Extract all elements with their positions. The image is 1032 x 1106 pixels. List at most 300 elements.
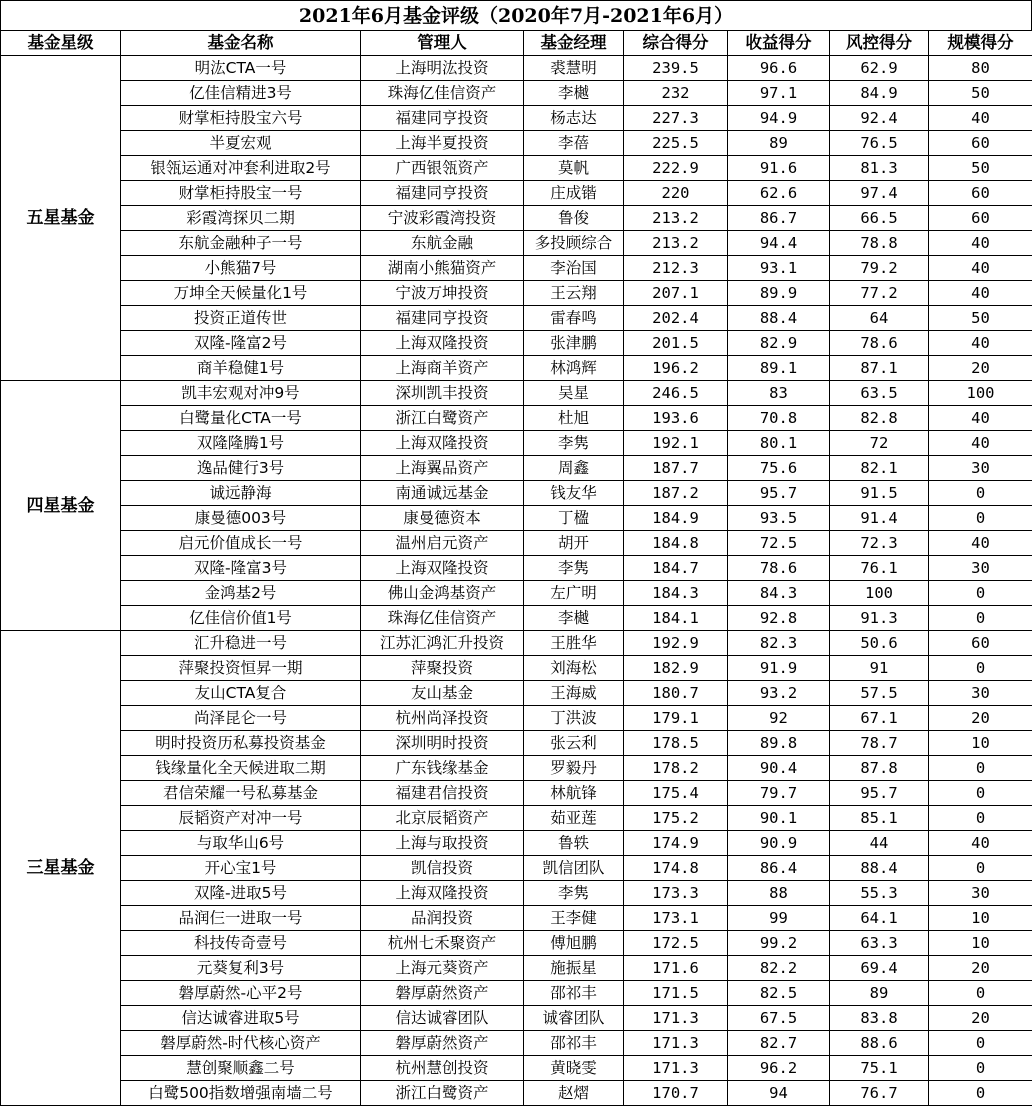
- fund-name-cell: 品润仨一进取一号: [121, 906, 361, 931]
- fund-manager-cell: 林航锋: [524, 781, 624, 806]
- fund-name-cell: 金鸿基2号: [121, 581, 361, 606]
- scale-score-cell: 30: [929, 456, 1032, 481]
- table-row: [1, 306, 1032, 331]
- return-score-cell: 94: [728, 1081, 830, 1106]
- manager-cell: 信达诚睿团队: [361, 1006, 524, 1031]
- table-row: [1, 881, 1032, 906]
- return-score-cell: 97.1: [728, 81, 830, 106]
- fund-manager-cell: 施振星: [524, 956, 624, 981]
- table-row: [1, 556, 1032, 581]
- risk-score-cell: 63.5: [830, 381, 929, 406]
- risk-score-cell: 76.7: [830, 1081, 929, 1106]
- risk-score-cell: 81.3: [830, 156, 929, 181]
- fund-name-cell: 双隆隆腾1号: [121, 431, 361, 456]
- scale-score-cell: 20: [929, 706, 1032, 731]
- table-row: [1, 706, 1032, 731]
- scale-score-cell: 0: [929, 506, 1032, 531]
- risk-score-cell: 91.4: [830, 506, 929, 531]
- manager-cell: 磐厚蔚然资产: [361, 1031, 524, 1056]
- manager-cell: 浙江白鹭资产: [361, 406, 524, 431]
- fund-manager-cell: 多投顾综合: [524, 231, 624, 256]
- fund-manager-cell: 莫帆: [524, 156, 624, 181]
- total-score-cell: 171.3: [624, 1031, 728, 1056]
- return-score-cell: 94.9: [728, 106, 830, 131]
- return-score-cell: 96.6: [728, 56, 830, 81]
- table-row: [1, 806, 1032, 831]
- table-row: [1, 331, 1032, 356]
- fund-name-cell: 万坤全天候量化1号: [121, 281, 361, 306]
- risk-score-cell: 87.8: [830, 756, 929, 781]
- return-score-cell: 99: [728, 906, 830, 931]
- risk-score-cell: 91: [830, 656, 929, 681]
- manager-cell: 上海双隆投资: [361, 331, 524, 356]
- scale-score-cell: 20: [929, 1006, 1032, 1031]
- fund-name-cell: 白鹭500指数增强南墙二号: [121, 1081, 361, 1106]
- table-row: [1, 256, 1032, 281]
- manager-cell: 珠海亿佳信资产: [361, 606, 524, 631]
- table-row: [1, 606, 1032, 631]
- fund-name-cell: 启元价值成长一号: [121, 531, 361, 556]
- table-row: [1, 1031, 1032, 1056]
- manager-cell: 上海商羊资产: [361, 356, 524, 381]
- manager-cell: 凯信投资: [361, 856, 524, 881]
- risk-score-cell: 76.1: [830, 556, 929, 581]
- star-rating-cell: 五星基金: [1, 56, 121, 381]
- total-score-cell: 171.3: [624, 1056, 728, 1081]
- table-row: [1, 981, 1032, 1006]
- table-row: [1, 106, 1032, 131]
- return-score-cell: 75.6: [728, 456, 830, 481]
- total-score-cell: 192.1: [624, 431, 728, 456]
- scale-score-cell: 30: [929, 681, 1032, 706]
- table-row: [1, 431, 1032, 456]
- return-score-cell: 90.1: [728, 806, 830, 831]
- table-row: [1, 856, 1032, 881]
- return-score-cell: 88: [728, 881, 830, 906]
- fund-manager-cell: 雷春鸣: [524, 306, 624, 331]
- total-score-cell: 192.9: [624, 631, 728, 656]
- total-score-cell: 184.7: [624, 556, 728, 581]
- fund-manager-cell: 王胜华: [524, 631, 624, 656]
- table-row: [1, 156, 1032, 181]
- scale-score-cell: 40: [929, 431, 1032, 456]
- return-score-cell: 93.1: [728, 256, 830, 281]
- manager-cell: 宁波彩霞湾投资: [361, 206, 524, 231]
- table-row: [1, 281, 1032, 306]
- scale-score-cell: 0: [929, 806, 1032, 831]
- risk-score-cell: 72: [830, 431, 929, 456]
- fund-manager-cell: 王云翔: [524, 281, 624, 306]
- fund-name-cell: 商羊稳健1号: [121, 356, 361, 381]
- return-score-cell: 99.2: [728, 931, 830, 956]
- manager-cell: 广东钱缘基金: [361, 756, 524, 781]
- manager-cell: 南通诚远基金: [361, 481, 524, 506]
- header-total-score: 综合得分: [624, 31, 728, 56]
- fund-name-cell: 明时投资历私募投资基金: [121, 731, 361, 756]
- fund-name-cell: 双隆-隆富3号: [121, 556, 361, 581]
- manager-cell: 上海翼品资产: [361, 456, 524, 481]
- risk-score-cell: 88.4: [830, 856, 929, 881]
- fund-name-cell: 尚泽昆仑一号: [121, 706, 361, 731]
- return-score-cell: 95.7: [728, 481, 830, 506]
- risk-score-cell: 82.8: [830, 406, 929, 431]
- fund-name-cell: 亿佳信精进3号: [121, 81, 361, 106]
- header-row: [1, 31, 1032, 56]
- return-score-cell: 93.5: [728, 506, 830, 531]
- risk-score-cell: 55.3: [830, 881, 929, 906]
- manager-cell: 上海双隆投资: [361, 556, 524, 581]
- return-score-cell: 89.1: [728, 356, 830, 381]
- scale-score-cell: 50: [929, 81, 1032, 106]
- manager-cell: 广西银瓴资产: [361, 156, 524, 181]
- total-score-cell: 213.2: [624, 206, 728, 231]
- scale-score-cell: 10: [929, 906, 1032, 931]
- scale-score-cell: 0: [929, 781, 1032, 806]
- table-row: [1, 456, 1032, 481]
- total-score-cell: 178.2: [624, 756, 728, 781]
- header-risk-score: 风控得分: [830, 31, 929, 56]
- scale-score-cell: 30: [929, 881, 1032, 906]
- return-score-cell: 93.2: [728, 681, 830, 706]
- risk-score-cell: 85.1: [830, 806, 929, 831]
- manager-cell: 上海元葵资产: [361, 956, 524, 981]
- manager-cell: 上海半夏投资: [361, 131, 524, 156]
- table-row: [1, 731, 1032, 756]
- total-score-cell: 193.6: [624, 406, 728, 431]
- fund-name-cell: 逸品健行3号: [121, 456, 361, 481]
- fund-name-cell: 与取华山6号: [121, 831, 361, 856]
- table-row: [1, 681, 1032, 706]
- fund-name-cell: 双隆-隆富2号: [121, 331, 361, 356]
- return-score-cell: 70.8: [728, 406, 830, 431]
- risk-score-cell: 66.5: [830, 206, 929, 231]
- table-row: [1, 581, 1032, 606]
- fund-name-cell: 小熊猫7号: [121, 256, 361, 281]
- fund-name-cell: 辰韬资产对冲一号: [121, 806, 361, 831]
- total-score-cell: 187.2: [624, 481, 728, 506]
- total-score-cell: 178.5: [624, 731, 728, 756]
- risk-score-cell: 67.1: [830, 706, 929, 731]
- scale-score-cell: 60: [929, 631, 1032, 656]
- total-score-cell: 171.3: [624, 1006, 728, 1031]
- fund-manager-cell: 钱友华: [524, 481, 624, 506]
- fund-name-cell: 信达诚睿进取5号: [121, 1006, 361, 1031]
- scale-score-cell: 10: [929, 931, 1032, 956]
- header-scale-score: 规模得分: [929, 31, 1032, 56]
- scale-score-cell: 60: [929, 131, 1032, 156]
- fund-manager-cell: 张云利: [524, 731, 624, 756]
- return-score-cell: 89.8: [728, 731, 830, 756]
- table-row: [1, 206, 1032, 231]
- table-row: [1, 231, 1032, 256]
- fund-manager-cell: 罗毅丹: [524, 756, 624, 781]
- fund-manager-cell: 王海威: [524, 681, 624, 706]
- return-score-cell: 94.4: [728, 231, 830, 256]
- return-score-cell: 67.5: [728, 1006, 830, 1031]
- fund-manager-cell: 林鸿辉: [524, 356, 624, 381]
- return-score-cell: 82.3: [728, 631, 830, 656]
- return-score-cell: 91.6: [728, 156, 830, 181]
- manager-cell: 温州启元资产: [361, 531, 524, 556]
- fund-name-cell: 财掌柜持股宝六号: [121, 106, 361, 131]
- total-score-cell: 184.8: [624, 531, 728, 556]
- scale-score-cell: 0: [929, 1056, 1032, 1081]
- fund-name-cell: 半夏宏观: [121, 131, 361, 156]
- total-score-cell: 175.2: [624, 806, 728, 831]
- risk-score-cell: 79.2: [830, 256, 929, 281]
- risk-score-cell: 95.7: [830, 781, 929, 806]
- manager-cell: 上海双隆投资: [361, 881, 524, 906]
- table-row: [1, 356, 1032, 381]
- table-row: [1, 81, 1032, 106]
- scale-score-cell: 40: [929, 106, 1032, 131]
- header-manager: 管理人: [361, 31, 524, 56]
- fund-manager-cell: 诚睿团队: [524, 1006, 624, 1031]
- manager-cell: 深圳凯丰投资: [361, 381, 524, 406]
- scale-score-cell: 40: [929, 231, 1032, 256]
- total-score-cell: 179.1: [624, 706, 728, 731]
- fund-manager-cell: 黄晓雯: [524, 1056, 624, 1081]
- risk-score-cell: 87.1: [830, 356, 929, 381]
- manager-cell: 东航金融: [361, 231, 524, 256]
- risk-score-cell: 84.9: [830, 81, 929, 106]
- total-score-cell: 180.7: [624, 681, 728, 706]
- scale-score-cell: 0: [929, 1081, 1032, 1106]
- table-row: [1, 406, 1032, 431]
- return-score-cell: 82.2: [728, 956, 830, 981]
- return-score-cell: 88.4: [728, 306, 830, 331]
- risk-score-cell: 50.6: [830, 631, 929, 656]
- scale-score-cell: 0: [929, 856, 1032, 881]
- total-score-cell: 213.2: [624, 231, 728, 256]
- fund-manager-cell: 庄成锴: [524, 181, 624, 206]
- return-score-cell: 90.9: [728, 831, 830, 856]
- header-star-rating: 基金星级: [1, 31, 121, 56]
- manager-cell: 宁波万坤投资: [361, 281, 524, 306]
- manager-cell: 福建同亨投资: [361, 106, 524, 131]
- fund-manager-cell: 刘海松: [524, 656, 624, 681]
- manager-cell: 杭州七禾聚资产: [361, 931, 524, 956]
- risk-score-cell: 64: [830, 306, 929, 331]
- total-score-cell: 207.1: [624, 281, 728, 306]
- scale-score-cell: 0: [929, 1031, 1032, 1056]
- manager-cell: 浙江白鹭资产: [361, 1081, 524, 1106]
- scale-score-cell: 50: [929, 306, 1032, 331]
- risk-score-cell: 76.5: [830, 131, 929, 156]
- total-score-cell: 212.3: [624, 256, 728, 281]
- risk-score-cell: 77.2: [830, 281, 929, 306]
- risk-score-cell: 78.7: [830, 731, 929, 756]
- total-score-cell: 220: [624, 181, 728, 206]
- fund-manager-cell: 傅旭鹏: [524, 931, 624, 956]
- scale-score-cell: 0: [929, 606, 1032, 631]
- fund-manager-cell: 胡开: [524, 531, 624, 556]
- manager-cell: 康曼德资本: [361, 506, 524, 531]
- return-score-cell: 92.8: [728, 606, 830, 631]
- star-rating-cell: 三星基金: [1, 631, 121, 1106]
- fund-manager-cell: 邵祁丰: [524, 1031, 624, 1056]
- total-score-cell: 184.3: [624, 581, 728, 606]
- fund-manager-cell: 李蓓: [524, 131, 624, 156]
- total-score-cell: 225.5: [624, 131, 728, 156]
- scale-score-cell: 80: [929, 56, 1032, 81]
- fund-manager-cell: 裘慧明: [524, 56, 624, 81]
- fund-name-cell: 银瓴运通对冲套利进取2号: [121, 156, 361, 181]
- scale-score-cell: 20: [929, 356, 1032, 381]
- table-row: [1, 181, 1032, 206]
- fund-name-cell: 明汯CTA一号: [121, 56, 361, 81]
- fund-manager-cell: 左广明: [524, 581, 624, 606]
- manager-cell: 福建同亨投资: [361, 306, 524, 331]
- return-score-cell: 96.2: [728, 1056, 830, 1081]
- total-score-cell: 182.9: [624, 656, 728, 681]
- fund-name-cell: 君信荣耀一号私募基金: [121, 781, 361, 806]
- total-score-cell: 187.7: [624, 456, 728, 481]
- risk-score-cell: 72.3: [830, 531, 929, 556]
- risk-score-cell: 88.6: [830, 1031, 929, 1056]
- fund-name-cell: 钱缘量化全天候进取二期: [121, 756, 361, 781]
- fund-name-cell: 慧创聚顺鑫二号: [121, 1056, 361, 1081]
- table-row: [1, 131, 1032, 156]
- risk-score-cell: 97.4: [830, 181, 929, 206]
- total-score-cell: 202.4: [624, 306, 728, 331]
- fund-manager-cell: 周鑫: [524, 456, 624, 481]
- table-row: [1, 781, 1032, 806]
- risk-score-cell: 83.8: [830, 1006, 929, 1031]
- manager-cell: 友山基金: [361, 681, 524, 706]
- fund-manager-cell: 吴星: [524, 381, 624, 406]
- fund-name-cell: 元葵复利3号: [121, 956, 361, 981]
- risk-score-cell: 100: [830, 581, 929, 606]
- scale-score-cell: 20: [929, 956, 1032, 981]
- manager-cell: 江苏汇鸿汇升投资: [361, 631, 524, 656]
- risk-score-cell: 44: [830, 831, 929, 856]
- scale-score-cell: 40: [929, 331, 1032, 356]
- manager-cell: 佛山金鸿基资产: [361, 581, 524, 606]
- manager-cell: 上海双隆投资: [361, 431, 524, 456]
- scale-score-cell: 60: [929, 181, 1032, 206]
- total-score-cell: 170.7: [624, 1081, 728, 1106]
- return-score-cell: 62.6: [728, 181, 830, 206]
- scale-score-cell: 10: [929, 731, 1032, 756]
- fund-manager-cell: 丁洪波: [524, 706, 624, 731]
- fund-manager-cell: 赵熠: [524, 1081, 624, 1106]
- table-row: [1, 506, 1032, 531]
- scale-score-cell: 30: [929, 556, 1032, 581]
- total-score-cell: 184.1: [624, 606, 728, 631]
- total-score-cell: 172.5: [624, 931, 728, 956]
- fund-name-cell: 开心宝1号: [121, 856, 361, 881]
- return-score-cell: 82.7: [728, 1031, 830, 1056]
- return-score-cell: 86.7: [728, 206, 830, 231]
- fund-manager-cell: 鲁俊: [524, 206, 624, 231]
- scale-score-cell: 0: [929, 756, 1032, 781]
- manager-cell: 福建君信投资: [361, 781, 524, 806]
- fund-manager-cell: 张津鹏: [524, 331, 624, 356]
- total-score-cell: 175.4: [624, 781, 728, 806]
- fund-name-cell: 财掌柜持股宝一号: [121, 181, 361, 206]
- return-score-cell: 91.9: [728, 656, 830, 681]
- return-score-cell: 84.3: [728, 581, 830, 606]
- fund-manager-cell: 杨志达: [524, 106, 624, 131]
- manager-cell: 北京辰韬资产: [361, 806, 524, 831]
- manager-cell: 湖南小熊猫资产: [361, 256, 524, 281]
- fund-name-cell: 萍聚投资恒昇一期: [121, 656, 361, 681]
- scale-score-cell: 0: [929, 581, 1032, 606]
- table-row: [1, 931, 1032, 956]
- table-row: [1, 631, 1032, 656]
- table-row: [1, 756, 1032, 781]
- return-score-cell: 72.5: [728, 531, 830, 556]
- table-row: [1, 381, 1032, 406]
- manager-cell: 萍聚投资: [361, 656, 524, 681]
- table-row: [1, 531, 1032, 556]
- star-rating-cell: 四星基金: [1, 381, 121, 631]
- table-row: [1, 1006, 1032, 1031]
- manager-cell: 福建同亨投资: [361, 181, 524, 206]
- risk-score-cell: 89: [830, 981, 929, 1006]
- fund-manager-cell: 李樾: [524, 606, 624, 631]
- return-score-cell: 79.7: [728, 781, 830, 806]
- total-score-cell: 174.9: [624, 831, 728, 856]
- return-score-cell: 92: [728, 706, 830, 731]
- risk-score-cell: 69.4: [830, 956, 929, 981]
- risk-score-cell: 57.5: [830, 681, 929, 706]
- return-score-cell: 80.1: [728, 431, 830, 456]
- total-score-cell: 227.3: [624, 106, 728, 131]
- fund-manager-cell: 茹亚莲: [524, 806, 624, 831]
- return-score-cell: 89.9: [728, 281, 830, 306]
- total-score-cell: 196.2: [624, 356, 728, 381]
- manager-cell: 杭州慧创投资: [361, 1056, 524, 1081]
- fund-name-cell: 友山CTA复合: [121, 681, 361, 706]
- table-row: [1, 1081, 1032, 1106]
- fund-name-cell: 投资正道传世: [121, 306, 361, 331]
- risk-score-cell: 91.5: [830, 481, 929, 506]
- fund-manager-cell: 李隽: [524, 881, 624, 906]
- fund-manager-cell: 凯信团队: [524, 856, 624, 881]
- table-row: [1, 1056, 1032, 1081]
- table-row: [1, 656, 1032, 681]
- fund-rating-table: [0, 30, 1032, 1106]
- total-score-cell: 222.9: [624, 156, 728, 181]
- fund-name-cell: 亿佳信价值1号: [121, 606, 361, 631]
- fund-name-cell: 双隆-进取5号: [121, 881, 361, 906]
- return-score-cell: 86.4: [728, 856, 830, 881]
- return-score-cell: 89: [728, 131, 830, 156]
- fund-manager-cell: 邵祁丰: [524, 981, 624, 1006]
- total-score-cell: 184.9: [624, 506, 728, 531]
- risk-score-cell: 92.4: [830, 106, 929, 131]
- fund-name-cell: 诚远静海: [121, 481, 361, 506]
- manager-cell: 深圳明时投资: [361, 731, 524, 756]
- risk-score-cell: 62.9: [830, 56, 929, 81]
- fund-name-cell: 凯丰宏观对冲9号: [121, 381, 361, 406]
- manager-cell: 杭州尚泽投资: [361, 706, 524, 731]
- total-score-cell: 171.5: [624, 981, 728, 1006]
- fund-manager-cell: 鲁轶: [524, 831, 624, 856]
- fund-name-cell: 彩霞湾探贝二期: [121, 206, 361, 231]
- total-score-cell: 232: [624, 81, 728, 106]
- return-score-cell: 83: [728, 381, 830, 406]
- header-fund-manager: 基金经理: [524, 31, 624, 56]
- total-score-cell: 174.8: [624, 856, 728, 881]
- scale-score-cell: 40: [929, 831, 1032, 856]
- return-score-cell: 82.9: [728, 331, 830, 356]
- fund-name-cell: 汇升稳进一号: [121, 631, 361, 656]
- risk-score-cell: 75.1: [830, 1056, 929, 1081]
- total-score-cell: 171.6: [624, 956, 728, 981]
